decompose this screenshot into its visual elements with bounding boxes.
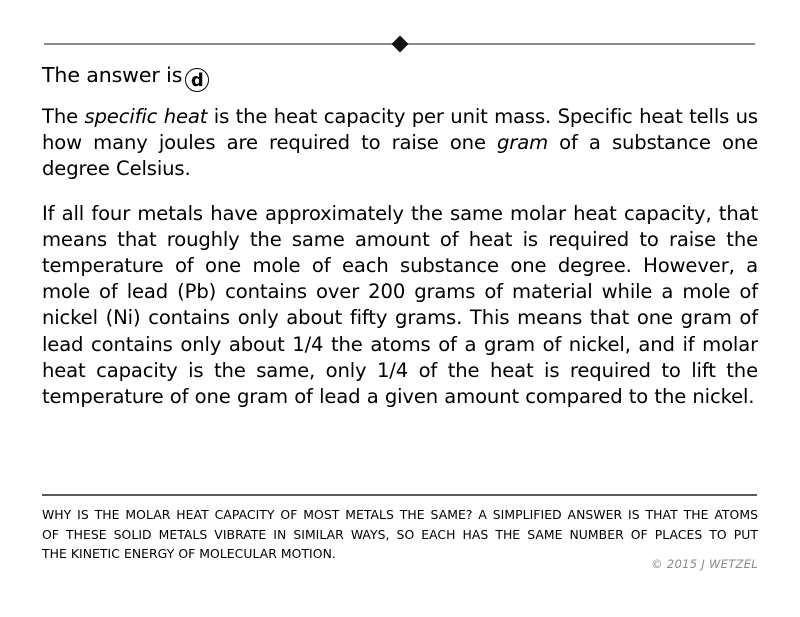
footer-rule bbox=[42, 494, 757, 496]
answer-line bbox=[42, 62, 209, 92]
top-divider bbox=[44, 43, 755, 45]
diamond-ornament-icon bbox=[391, 36, 408, 53]
footer-note-line: WHY IS THE MOLAR HEAT CAPACITY OF MOST METALS THE SAME? A SIMPLIFIED ANSWER IS THAT THE ATOMS bbox=[42, 507, 758, 522]
run-text: of a substance one degree Celsius. bbox=[42, 131, 758, 181]
run-emphasis: specific heat bbox=[84, 105, 208, 128]
run-text: The bbox=[42, 105, 85, 128]
footer-note bbox=[42, 505, 758, 564]
paragraph-specific-heat bbox=[42, 104, 758, 183]
run-emphasis: gram bbox=[497, 131, 549, 155]
copyright-notice: © 2015 J WETZEL bbox=[651, 557, 758, 571]
body-text bbox=[42, 104, 758, 410]
footer-note-line: OF THESE SOLID METALS VIBRATE IN SIMILAR WAYS, SO EACH HAS THE SAME NUMBER OF PLACES TO PUT bbox=[42, 526, 758, 542]
answer-label: The answer is bbox=[42, 63, 183, 87]
paragraph-molar-heat-capacity bbox=[42, 201, 758, 411]
footer-note-line: THE KINETIC ENERGY OF MOLECULAR MOTION. bbox=[42, 546, 336, 562]
answer-choice-badge: d bbox=[185, 68, 209, 92]
run-text: If all four metals have approximately the same molar heat capacity, that means that roughly the same amount of heat is required to raise the temperature of one mole of each substance one degree. However, a mole of lead (Pb) contains over 200 grams of material while a mole of nickel (Ni) contains only about fifty grams. This means that one gram of lead contains only about 1/4 the atoms of a gram of nickel, and if molar heat capacity is the same, only 1/4 of the heat is required to lift the temperature of one gram of lead a given amount compared to the nickel. bbox=[42, 201, 758, 409]
run-text: is the heat capacity per unit mass. Specific heat tells us how many joules are required to raise one bbox=[42, 105, 758, 155]
